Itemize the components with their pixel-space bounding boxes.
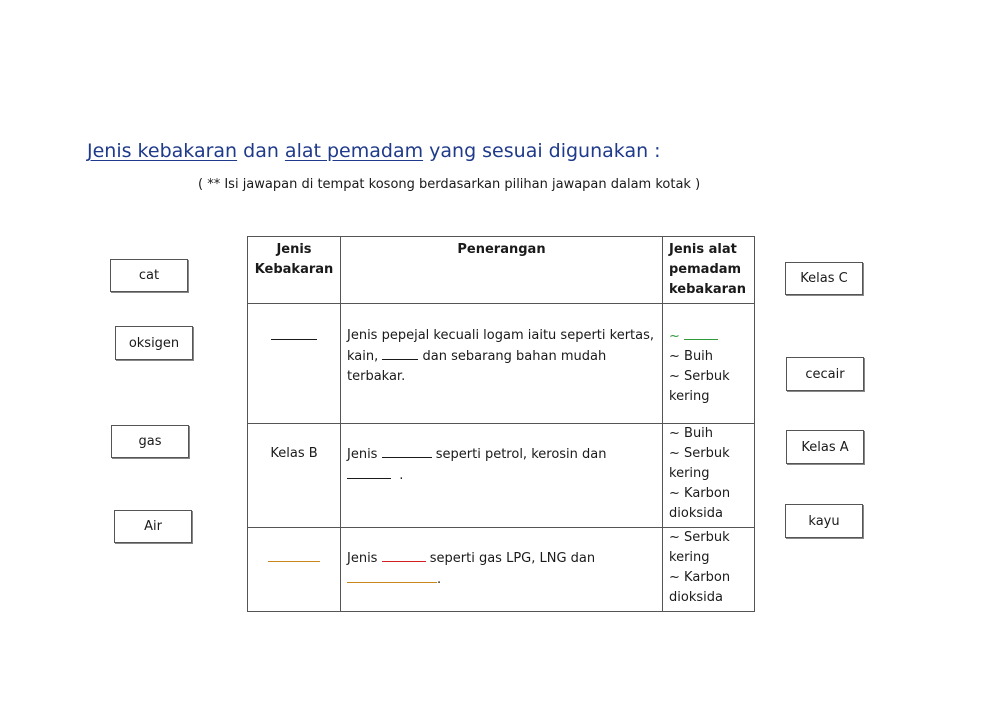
header-jenis-alat-line2: pemadam [669,262,742,277]
header-jenis-kebakaran [248,237,341,304]
answer-option-gas[interactable]: gas [111,425,189,458]
header-penerangan: Penerangan [341,237,663,304]
answer-option-oksigen[interactable]: oksigen [115,326,193,360]
page-title [87,140,661,162]
row1-ext-blank[interactable] [684,326,718,340]
table-row [248,424,755,528]
row3-ext-item-2: ~ Karbon dioksida [669,570,731,605]
row2-ext-item-2: ~ Serbuk kering [669,446,730,481]
row3-desc-text-a: Jenis [347,551,378,566]
row1-class-cell [248,304,341,424]
table-row [248,528,755,612]
row1-extinguisher [663,304,755,424]
row2-description [341,424,663,528]
row3-desc-text-b: seperti gas LPG, LNG dan [429,551,596,566]
row1-description [341,304,663,424]
answer-option-air[interactable]: Air [114,510,192,543]
row3-class-cell [248,528,341,612]
row2-class-cell [248,424,341,528]
row1-ext-prefix: ~ [669,329,680,344]
answer-option-kelas-c[interactable]: Kelas C [785,262,863,295]
row2-class-text: Kelas B [270,446,318,461]
answer-option-cecair[interactable]: cecair [786,357,864,391]
table-row [248,304,755,424]
title-part-alat-pemadam: alat pemadam [284,140,424,162]
answer-option-cat[interactable]: cat [110,259,188,292]
row2-extinguisher [663,424,755,528]
answer-option-kayu[interactable]: kayu [785,504,863,538]
row1-class-blank[interactable] [271,326,317,340]
row2-ext-item-3: ~ Karbon dioksida [669,486,731,521]
row2-desc-text-a: Jenis [347,447,378,462]
row1-desc-text-b: dan sebarang bahan mudah terbakar. [347,349,607,384]
title-part-jenis-kebakaran: Jenis kebakaran [87,140,238,162]
row3-desc-blank-2[interactable] [347,569,437,583]
row3-extinguisher [663,528,755,612]
row3-desc-blank-1[interactable] [382,548,426,562]
row1-ext-item-3: ~ Serbuk kering [669,369,730,404]
row3-description [341,528,663,612]
title-part-dan: dan [237,140,285,162]
row1-ext-item-2: ~ Buih [669,349,714,364]
row3-class-blank[interactable] [268,548,320,562]
header-jenis-kebakaran-line2: Kebakaran [254,262,334,277]
header-jenis-alat [663,237,755,304]
row3-desc-end: . [437,572,442,587]
row2-desc-end: . [399,468,404,483]
header-jenis-kebakaran-line1: Jenis [276,242,312,257]
answer-option-kelas-a[interactable]: Kelas A [786,430,864,464]
fire-class-table [247,236,755,612]
row2-ext-item-1: ~ Buih [669,426,714,441]
row3-ext-item-1: ~ Serbuk kering [669,530,730,565]
table-header-row [248,237,755,304]
row1-ext-item-1 [669,326,748,347]
row2-desc-blank-1[interactable] [382,444,432,458]
row2-desc-text-b: seperti petrol, kerosin dan [435,447,607,462]
row1-desc-text-a: Jenis pepejal kecuali logam iaitu seperti kertas, kain, [347,328,655,364]
title-part-rest: yang sesuai digunakan : [423,140,661,162]
header-jenis-alat-line3: kebakaran [669,282,747,297]
header-jenis-alat-line1: Jenis alat [669,242,737,257]
row1-desc-blank[interactable] [382,346,418,360]
instruction-text: ( ** Isi jawapan di tempat kosong berdasarkan pilihan jawapan dalam kotak ) [198,177,701,192]
row2-desc-blank-2[interactable] [347,465,391,479]
